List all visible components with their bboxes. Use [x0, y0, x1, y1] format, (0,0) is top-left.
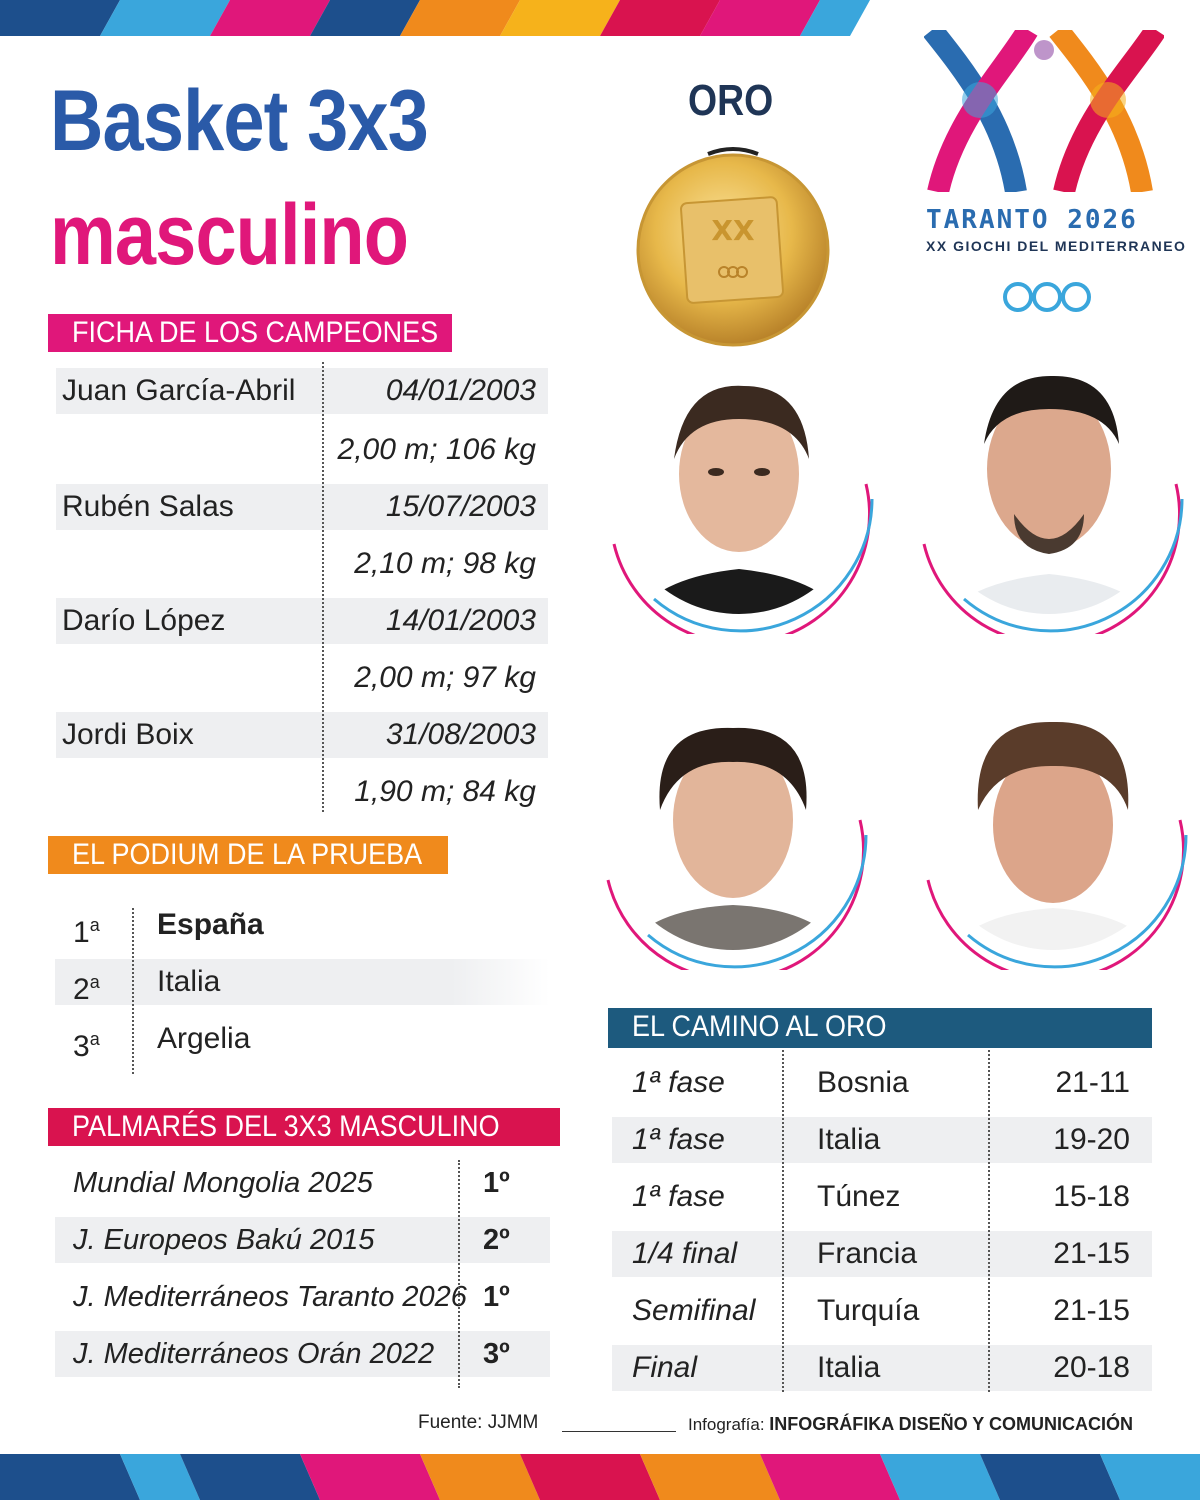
player-birth: 31/08/2003	[385, 718, 536, 751]
podium-country: Argelia	[157, 1022, 251, 1055]
logo-subtitle: XX GIOCHI DEL MEDITERRANEO	[926, 238, 1187, 254]
palmares-event: Mundial Mongolia 2025	[73, 1167, 373, 1199]
player-stats: 2,10 m; 98 kg	[354, 547, 536, 580]
player-stats-row	[56, 541, 548, 587]
player-photo-4	[918, 700, 1188, 970]
camino-phase: 1ª fase	[632, 1066, 725, 1099]
palmares-event: J. Europeos Bakú 2015	[73, 1224, 375, 1256]
palmares-rank: 1º	[483, 1167, 510, 1199]
player-stats-row	[56, 655, 548, 701]
camino-rival: Turquía	[817, 1294, 920, 1327]
podium-row	[55, 1016, 550, 1062]
player-name: Juan García-Abril	[62, 374, 296, 407]
player-row	[56, 484, 548, 530]
camino-rival: Túnez	[817, 1180, 901, 1213]
palmares-rank: 2º	[483, 1224, 510, 1256]
bottom-color-stripe	[0, 1454, 1200, 1500]
title-line-1: Basket 3x3	[50, 73, 428, 169]
camino-row	[612, 1060, 1152, 1106]
camino-rival: Francia	[817, 1237, 918, 1270]
palmares-event: J. Mediterráneos Orán 2022	[73, 1338, 435, 1370]
footer-credit-label: Infografía:	[688, 1415, 765, 1434]
camino-phase: Final	[632, 1351, 698, 1384]
player-stats-row	[56, 427, 548, 473]
player-name: Jordi Boix	[62, 718, 194, 751]
camino-row	[612, 1231, 1152, 1277]
camino-score: 21-11	[1055, 1066, 1130, 1099]
palmares-heading: PALMARÉS DEL 3X3 MASCULINO	[48, 1108, 560, 1146]
player-stats-row	[56, 769, 548, 815]
camino-phase: Semifinal	[632, 1294, 756, 1327]
palmares-row	[55, 1160, 550, 1206]
camino-score: 19-20	[1053, 1123, 1130, 1156]
camino-score: 21-15	[1053, 1294, 1130, 1327]
palmares-rank: 1º	[483, 1281, 510, 1313]
footer-source: Fuente: JJMM	[418, 1412, 539, 1433]
player-stats: 1,90 m; 84 kg	[354, 775, 536, 808]
podium-row	[55, 902, 550, 948]
camino-score: 21-15	[1053, 1237, 1130, 1270]
podium-divider	[132, 908, 134, 1074]
camino-phase: 1ª fase	[632, 1123, 725, 1156]
podium-heading: EL PODIUM DE LA PRUEBA	[48, 836, 448, 874]
camino-row	[612, 1117, 1152, 1163]
camino-rival: Bosnia	[817, 1066, 909, 1099]
player-name: Darío López	[62, 604, 226, 637]
camino-rival: Italia	[817, 1123, 881, 1156]
camino-row	[612, 1345, 1152, 1391]
player-stats: 2,00 m; 106 kg	[337, 433, 536, 466]
medal-label: ORO	[688, 76, 774, 125]
ficha-heading: FICHA DE LOS CAMPEONES	[48, 314, 452, 352]
podium-country: España	[157, 908, 264, 941]
footer-credit-name: INFOGRÁFIKA DISEÑO Y COMUNICACIÓN	[769, 1414, 1133, 1434]
player-name: Rubén Salas	[62, 490, 234, 523]
podium-position-suffix: a	[89, 972, 100, 992]
podium-country: Italia	[157, 965, 221, 998]
player-stats: 2,00 m; 97 kg	[354, 661, 536, 694]
ficha-divider	[322, 362, 324, 812]
palmares-event: J. Mediterráneos Taranto 2026	[73, 1281, 467, 1313]
palmares-row	[55, 1331, 550, 1377]
podium-position: 1	[73, 916, 90, 949]
camino-heading: EL CAMINO AL ORO	[608, 1008, 1152, 1046]
camino-rival: Italia	[817, 1351, 881, 1384]
camino-phase: 1ª fase	[632, 1180, 725, 1213]
podium-position: 3	[73, 1030, 90, 1063]
camino-score: 15-18	[1053, 1180, 1130, 1213]
player-birth: 14/01/2003	[385, 604, 536, 637]
podium-row	[55, 959, 550, 1005]
camino-row	[612, 1288, 1152, 1334]
palmares-rank: 3º	[483, 1338, 510, 1370]
footer-rule	[562, 1431, 676, 1432]
logo-name: TARANTO 2026	[926, 205, 1138, 235]
player-row	[56, 712, 548, 758]
player-birth: 04/01/2003	[385, 374, 536, 407]
xx-games-logo	[924, 30, 1164, 192]
podium-position-suffix: a	[89, 915, 100, 935]
olympic-rings-icon	[1002, 280, 1092, 314]
svg-text:XX: XX	[711, 214, 755, 247]
palmares-divider	[458, 1160, 460, 1388]
podium-position-suffix: a	[89, 1029, 100, 1049]
player-photo-1	[604, 364, 874, 634]
player-row	[56, 598, 548, 644]
gold-medal-icon	[636, 140, 830, 348]
podium-position: 2	[73, 973, 90, 1006]
camino-score: 20-18	[1053, 1351, 1130, 1384]
camino-underline	[608, 1046, 1152, 1048]
camino-row	[612, 1174, 1152, 1220]
camino-divider-2	[988, 1050, 990, 1392]
player-photo-3	[598, 700, 868, 970]
title-line-2: masculino	[50, 187, 409, 283]
camino-divider-1	[782, 1050, 784, 1392]
player-row	[56, 368, 548, 414]
player-photo-2	[914, 364, 1184, 634]
player-birth: 15/07/2003	[385, 490, 536, 523]
camino-phase: 1/4 final	[632, 1237, 738, 1270]
palmares-row	[55, 1217, 550, 1263]
palmares-row	[55, 1274, 550, 1320]
